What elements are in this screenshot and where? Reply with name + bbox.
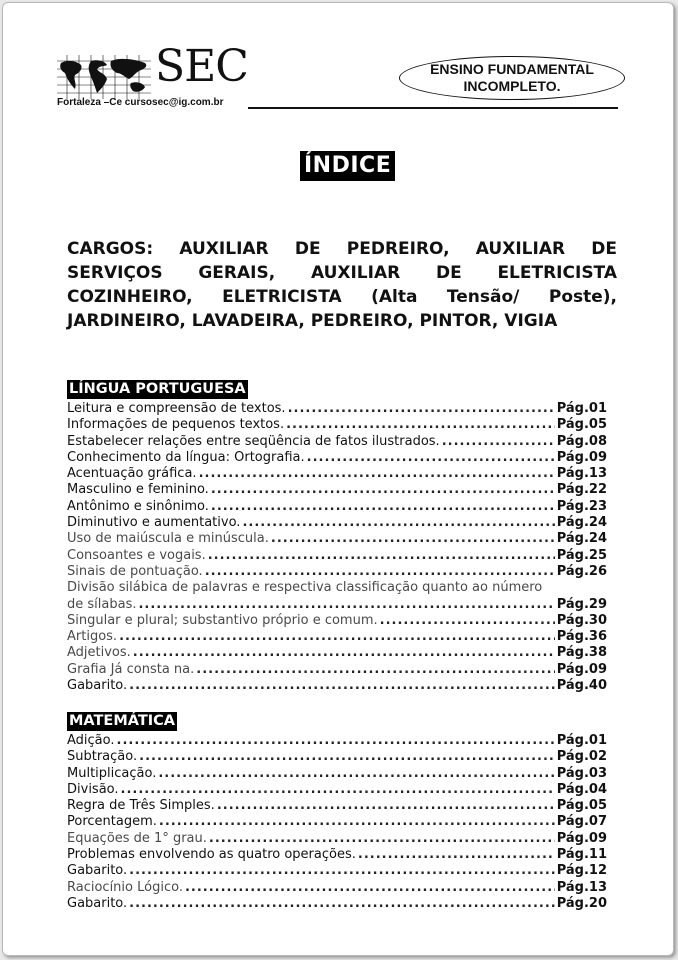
toc-item (67, 831, 607, 847)
toc-item (67, 847, 607, 863)
toc-list (67, 733, 607, 912)
dot-leader (133, 645, 555, 661)
toc-item (67, 531, 607, 547)
toc-item-page: Pág.01 (556, 733, 607, 748)
toc-item (67, 766, 607, 782)
toc-item-label: Acentuação gráfica. (67, 466, 197, 482)
toc-item-page: Pág.02 (556, 749, 607, 765)
toc-item-label: Gabarito. (67, 895, 128, 911)
dot-leader (158, 766, 554, 782)
dot-leader (139, 749, 555, 765)
toc-item-page: Pág.08 (556, 433, 607, 449)
dot-leader (211, 482, 555, 498)
toc-item-label: Equações de 1° grau. (67, 830, 207, 846)
dot-leader (121, 782, 555, 798)
dot-leader (129, 678, 555, 694)
toc-item-page: Pág.26 (556, 563, 607, 579)
badge-line-2: INCOMPLETO. (463, 78, 561, 94)
toc-item-page: Pág.22 (556, 482, 607, 498)
toc-item-label: Informações de pequenos textos. (67, 417, 285, 433)
toc-item-page: Pág.13 (556, 466, 607, 482)
toc-item (67, 597, 607, 613)
toc-item-label: Raciocínio Lógico. (67, 879, 183, 895)
cargos-paragraph: CARGOS: AUXILIAR DE PEDREIRO, AUXILIAR DE SERVIÇOS GERAIS, AUXILIAR DE ELETRICISTA COZINHEIRO, ELETRICISTA (Alta Tensão/ Poste), JARDINEIRO, LAVADEIRA, PEDREIRO, PINTOR, VIGIA (67, 239, 617, 331)
toc-item-page: Pág.36 (556, 629, 607, 645)
toc-list (67, 597, 607, 695)
level-badge (399, 56, 625, 100)
document-page (2, 2, 674, 956)
toc-item (67, 613, 607, 629)
dot-leader (199, 466, 555, 482)
toc-item-page: Pág.11 (556, 847, 607, 863)
toc-item-label: Subtração. (67, 749, 138, 765)
dot-leader (358, 847, 555, 863)
page-title: ÍNDICE (300, 151, 395, 181)
toc-item-label: Consoantes e vogais. (67, 547, 206, 563)
toc-item-page: Pág.40 (556, 678, 607, 694)
toc-item-page: Pág.20 (556, 895, 607, 911)
toc-item-page: Pág.09 (556, 830, 607, 846)
toc-item-page: Pág.29 (556, 596, 607, 612)
toc-item-page: Pág.30 (556, 612, 607, 628)
toc-item-page: Pág.13 (556, 879, 607, 895)
section-lingua-portuguesa (67, 378, 607, 694)
dot-leader (217, 798, 555, 814)
toc-item (67, 515, 607, 531)
toc-item (67, 548, 607, 564)
toc-item (67, 466, 607, 482)
toc-item-label: de sílabas. (67, 596, 137, 612)
toc-item (67, 401, 607, 417)
toc-item (67, 749, 607, 765)
dot-leader (271, 531, 555, 547)
toc-item-label: Adjetivos. (67, 645, 131, 661)
toc-item-label: Artigos. (67, 629, 118, 645)
toc-item-label: Multiplicação. (67, 765, 157, 781)
toc-item (67, 678, 607, 694)
sec-logo (57, 41, 257, 113)
toc-item (67, 863, 607, 879)
toc-item-label: Problemas envolvendo as quatro operações. (67, 847, 356, 863)
toc-item (67, 782, 607, 798)
header-rule (248, 107, 618, 109)
dot-leader (205, 564, 555, 580)
dot-leader (129, 863, 555, 879)
section-matematica (67, 710, 607, 912)
toc-item-label: Adição. (67, 733, 115, 748)
toc-item-label: Conhecimento da língua: Ortografia. (67, 449, 305, 465)
toc-item-label: Divisão. (67, 781, 119, 797)
dot-leader (208, 548, 555, 564)
toc-item-label: Porcentagem. (67, 814, 157, 830)
dot-leader (307, 450, 555, 466)
toc-item-page: Pág.01 (556, 401, 607, 416)
toc-list (67, 401, 607, 580)
dot-leader (196, 662, 554, 678)
toc-item-label: Leitura e compreensão de textos. (67, 401, 286, 416)
toc-item (67, 629, 607, 645)
dot-leader (211, 499, 555, 515)
toc-item (67, 482, 607, 498)
toc-item (67, 814, 607, 830)
toc-item-label: Singular e plural; substantivo próprio e comum. (67, 612, 378, 628)
toc-item-page: Pág.04 (556, 781, 607, 797)
dot-leader (129, 896, 555, 912)
toc-item-label: Gabarito. (67, 863, 128, 879)
dot-leader (138, 597, 554, 613)
toc-item-page: Pág.05 (556, 417, 607, 433)
badge-line-1: ENSINO FUNDAMENTAL (430, 61, 594, 77)
toc-item (67, 499, 607, 515)
toc-item-page: Pág.12 (556, 863, 607, 879)
toc-item-page: Pág.09 (556, 449, 607, 465)
toc-item-page: Pág.23 (556, 498, 607, 514)
toc-item (67, 733, 607, 749)
toc-item-label: Antônimo e sinônimo. (67, 498, 209, 514)
toc-item (67, 662, 607, 678)
toc-item-label: Masculino e feminino. (67, 482, 209, 498)
toc-item (67, 798, 607, 814)
toc-item-page: Pág.09 (556, 661, 607, 677)
dot-leader (117, 733, 555, 749)
dot-leader (242, 515, 554, 531)
toc-item-label: Divisão silábica de palavras e respectiva classificação quanto ao número (67, 580, 543, 596)
toc-item (67, 434, 607, 450)
toc-item (67, 880, 607, 896)
toc-item-label: Regra de Três Simples. (67, 798, 215, 814)
toc-item-page: Pág.25 (556, 547, 607, 563)
toc-item (67, 645, 607, 661)
toc-item-label: Diminutivo e aumentativo. (67, 515, 241, 531)
dot-leader (185, 880, 555, 896)
toc-item-label: Grafia Já consta na. (67, 661, 195, 677)
toc-item-label: Estabelecer relações entre seqüência de fatos ilustrados. (67, 433, 440, 449)
toc-item (67, 450, 607, 466)
contact-info: Fortaleza –Ce cursosec@ig.com.br (57, 97, 224, 108)
toc-item (67, 417, 607, 433)
toc-item-page: Pág.03 (556, 765, 607, 781)
toc-item-label: Uso de maiúscula e minúscula. (67, 531, 269, 547)
dot-leader (119, 629, 555, 645)
dot-leader (159, 814, 555, 830)
dot-leader (442, 434, 555, 450)
toc-item-page: Pág.24 (556, 531, 607, 547)
toc-item-page: Pág.07 (556, 814, 607, 830)
toc-item (67, 564, 607, 580)
section-heading: LÍNGUA PORTUGUESA (69, 381, 246, 397)
toc-item-page: Pág.38 (556, 645, 607, 661)
toc-item-label: Gabarito. (67, 678, 128, 694)
dot-leader (288, 401, 555, 417)
toc-item-page: Pág.05 (556, 798, 607, 814)
toc-item (67, 896, 607, 912)
brand-name: SEC (155, 41, 248, 92)
dot-leader (286, 417, 555, 433)
globe-icon (57, 55, 151, 99)
dot-leader (209, 831, 555, 847)
section-heading: MATEMÁTICA (69, 713, 175, 729)
toc-item-page: Pág.24 (556, 515, 607, 531)
dot-leader (380, 613, 555, 629)
toc-item-label: Sinais de pontuação. (67, 563, 203, 579)
